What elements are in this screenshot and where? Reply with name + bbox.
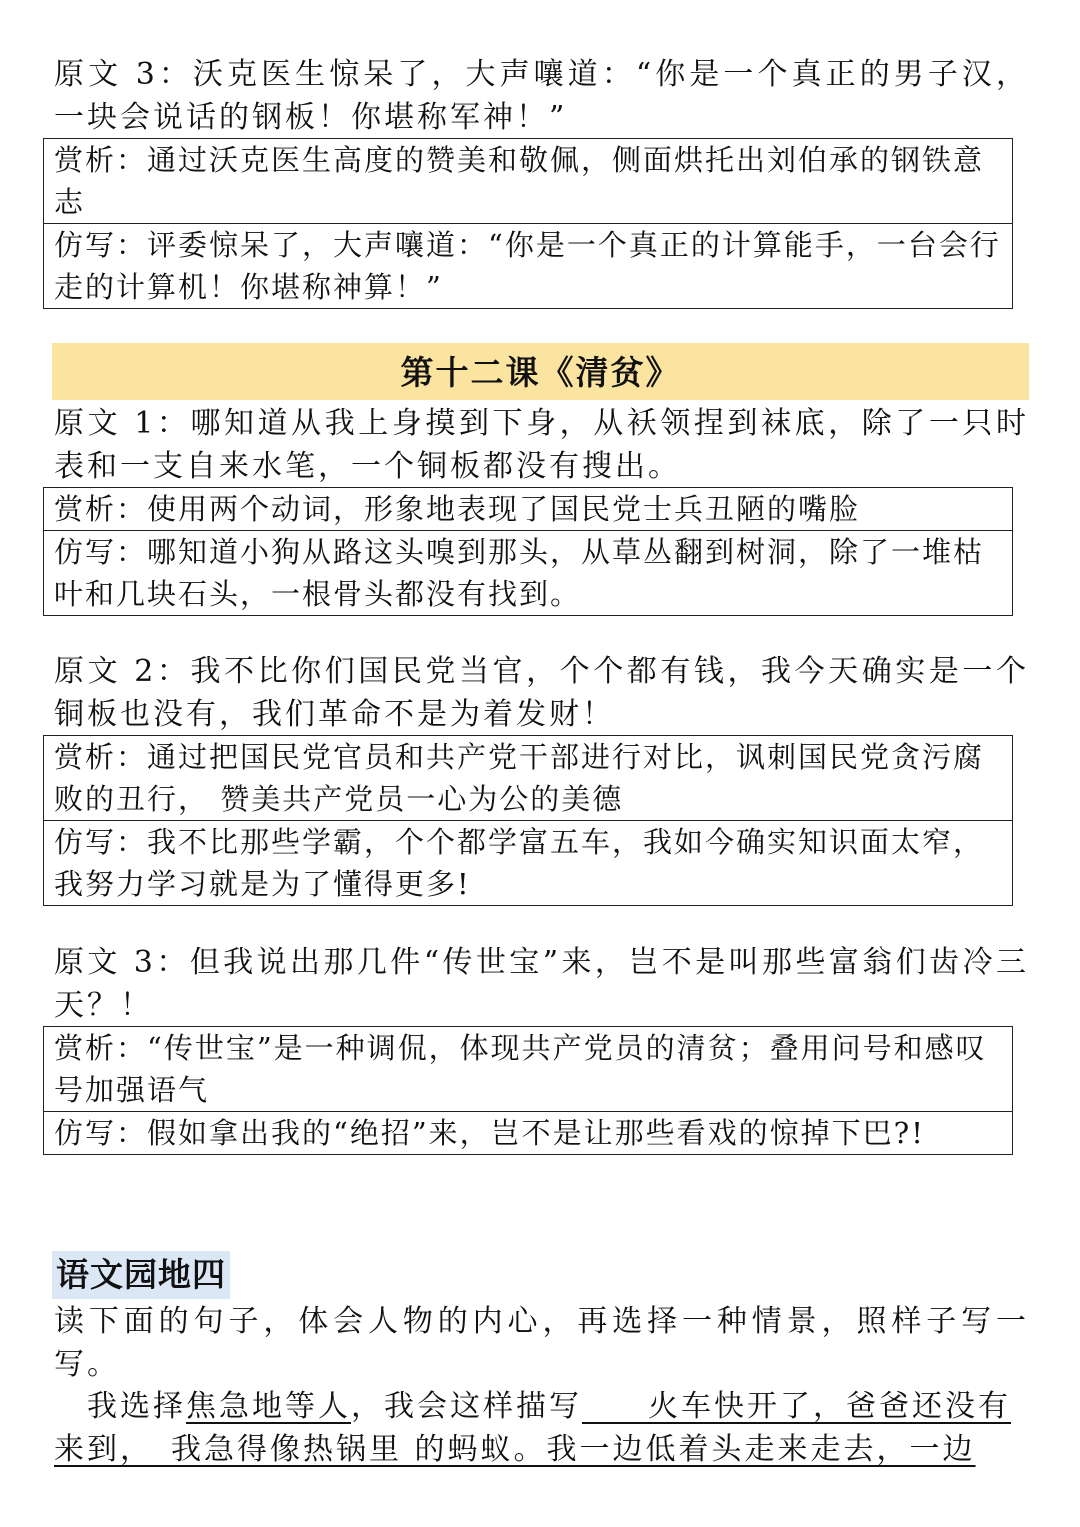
appreciation-text: 赏析：“传世宝”是一种调侃，体现共产党员的清贫；叠用问号和感叹号加强语气 <box>54 1031 987 1107</box>
analysis-box-2 <box>43 487 1013 616</box>
original-text-1: 原文 1：哪知道从我上身摸到下身，从袄领捏到袜底，除了一只时表和一支自来水笔，一个铜板都没有搜出。 <box>54 406 1029 484</box>
analysis-box-4 <box>43 1026 1013 1155</box>
analysis-box-1 <box>43 138 1013 309</box>
answer-choice: 焦急地等人 <box>186 1389 351 1424</box>
answer-mid: ，我会这样描写 <box>351 1389 582 1424</box>
original-text-3: 原文 3：但我说出那几件“传世宝”来，岂不是叫那些富翁们齿冷三天？！ <box>54 945 1029 1023</box>
imitation-text: 仿写：假如拿出我的“绝招”来，岂不是让那些看戏的惊掉下巴?! <box>44 1111 1012 1154</box>
original-text-3-military-god: 原文 3：沃克医生惊呆了，大声嚷道：“你是一个真正的男子汉，一块会说话的钢板！你堪称军神！” <box>54 57 1029 135</box>
section-title: 语文园地四 <box>52 1251 230 1299</box>
appreciation-text: 赏析：通过把国民党官员和共产党干部进行对比，讽刺国民党贪污腐败的丑行， 赞美共产党员一心为公的美德 <box>54 740 985 816</box>
imitation-text: 仿写：哪知道小狗从路这头嗅到那头，从草丛翻到树洞，除了一堆枯叶和几块石头，一根骨头都没有找到。 <box>44 530 1012 615</box>
answer-line-1: 火车快开了，爸爸还没有 <box>582 1389 1011 1424</box>
lesson-title: 第十二课《清贫》 <box>52 343 1029 400</box>
answer-lead: 我选择 <box>87 1389 186 1424</box>
answer-indent <box>54 1389 87 1424</box>
exercise-answer <box>54 1385 1029 1471</box>
imitation-text: 仿写：评委惊呆了，大声嚷道：“你是一个真正的计算能手，一台会行走的计算机！你堪称神算！” <box>44 223 1012 308</box>
exercise-instruction: 读下面的句子，体会人物的内心，再选择一种情景，照样子写一写。 <box>54 1304 1029 1382</box>
appreciation-text: 赏析：通过沃克医生高度的赞美和敬佩，侧面烘托出刘伯承的钢铁意志 <box>54 143 985 219</box>
answer-line-2: 来到， 我急得像热锅里 的蚂蚁。我一边低着头走来走去，一边 <box>54 1432 976 1467</box>
original-text-2: 原文 2：我不比你们国民党当官，个个都有钱，我今天确实是一个铜板也没有，我们革命不是为着发财！ <box>54 654 1029 732</box>
analysis-box-3 <box>43 735 1013 906</box>
appreciation-text: 赏析：使用两个动词，形象地表现了国民党士兵丑陋的嘴脸 <box>54 492 861 526</box>
imitation-text: 仿写：我不比那些学霸，个个都学富五车，我如今确实知识面太窄，我努力学习就是为了懂得更多! <box>44 820 1012 905</box>
